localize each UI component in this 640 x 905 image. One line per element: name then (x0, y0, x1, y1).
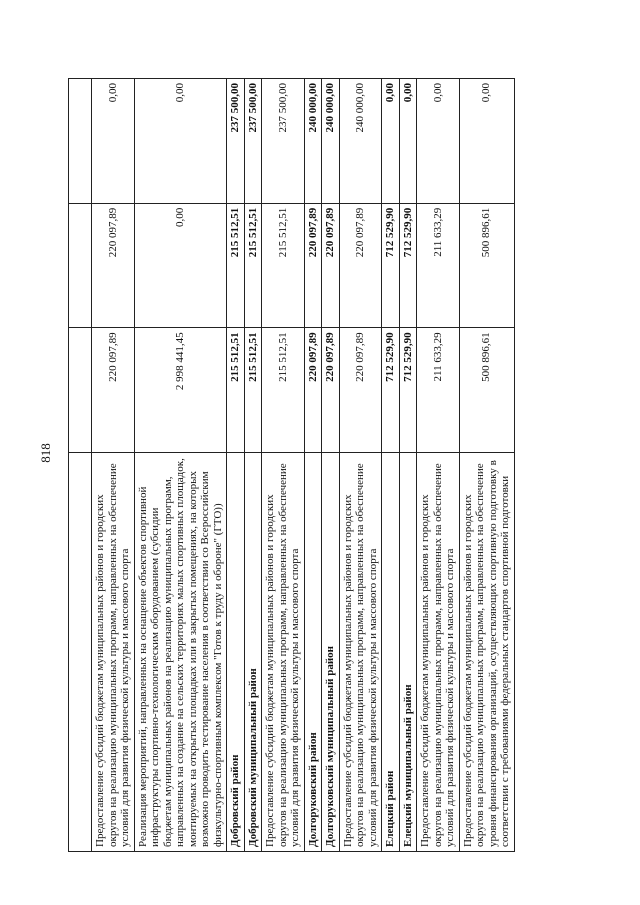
row-value-1: 215 512,51 (262, 328, 305, 453)
row-value-1: 215 512,51 (244, 328, 262, 453)
row-value-1: 712 529,90 (399, 328, 417, 453)
row-description: Предоставление субсидий бюджетам муниципальных районов и городских округов на реализацию муниципальных программ, направленных на обеспечение условий для развития физической культуры и массового спорта (262, 453, 305, 852)
row-value-3 (69, 79, 92, 204)
table-row (339, 79, 382, 852)
table-row (92, 79, 135, 852)
row-value-1: 220 097,89 (322, 328, 340, 453)
budget-table (68, 78, 515, 852)
row-value-3: 240 000,00 (339, 79, 382, 204)
row-value-2: 712 529,90 (382, 203, 400, 328)
row-value-1: 2 998 441,45 (134, 328, 227, 453)
row-value-1: 712 529,90 (382, 328, 400, 453)
table-row (69, 79, 92, 852)
table-row (459, 79, 514, 852)
row-value-3: 237 500,00 (244, 79, 262, 204)
row-value-3: 0,00 (459, 79, 514, 204)
row-value-2: 500 896,61 (459, 203, 514, 328)
row-value-2: 220 097,89 (304, 203, 322, 328)
table-row-district (399, 79, 417, 852)
row-value-3: 240 000,00 (304, 79, 322, 204)
row-value-2: 211 633,29 (417, 203, 460, 328)
row-value-3: 0,00 (399, 79, 417, 204)
row-description: Елецкий муниципальный район (399, 453, 417, 852)
row-value-1: 220 097,89 (304, 328, 322, 453)
row-value-3: 0,00 (382, 79, 400, 204)
table-row (417, 79, 460, 852)
row-description: Предоставление субсидий бюджетам муниципальных районов и городских округов на реализацию муниципальных программ, направленных на обеспечение условий для развития физической культуры и массового спорта (417, 453, 460, 852)
row-description: Долгоруковский район (304, 453, 322, 852)
row-value-2 (69, 203, 92, 328)
rotated-table-area (68, 78, 601, 852)
row-value-2: 215 512,51 (244, 203, 262, 328)
table-row-district (304, 79, 322, 852)
table-row (262, 79, 305, 852)
row-value-1: 220 097,89 (339, 328, 382, 453)
row-value-2: 215 512,51 (262, 203, 305, 328)
row-value-1: 500 896,61 (459, 328, 514, 453)
row-value-2: 215 512,51 (227, 203, 245, 328)
row-description: Долгоруковский муниципальный район (322, 453, 340, 852)
row-value-1: 215 512,51 (227, 328, 245, 453)
row-description: Елецкий район (382, 453, 400, 852)
table-rotator (68, 78, 601, 852)
row-value-1: 211 633,29 (417, 328, 460, 453)
page-number: 818 (38, 443, 53, 463)
row-value-2: 220 097,89 (339, 203, 382, 328)
row-value-2: 712 529,90 (399, 203, 417, 328)
table-row-district (322, 79, 340, 852)
row-description (69, 453, 92, 852)
table-row-district (244, 79, 262, 852)
row-value-3: 0,00 (134, 79, 227, 204)
table-row-district (382, 79, 400, 852)
row-value-2: 0,00 (134, 203, 227, 328)
row-description: Реализация мероприятий, направленных на оснащение объектов спортивной инфраструктуры спортивно-технологическим оборудованием (субсидии бюджетам муниципальных районов на реализацию муниципальных программ, направленных на создание на сельских территориях малых спортивных площадок, монтируемых на открытых площадках или в закрытых помещениях, на которых возможно проводить тестирование населения в соответствии со Всероссийским физкультурно-спортивным комплексом "Готов к труду и обороне" (ГТО)) (134, 453, 227, 852)
row-description: Предоставление субсидий бюджетам муниципальных районов и городских округов на реализацию муниципальных программ, направленных на обеспечение условий для развития физической культуры и массового спорта (92, 453, 135, 852)
row-description: Предоставление субсидий бюджетам муниципальных районов и городских округов на реализацию муниципальных программ, направленных на обеспечение условий для развития физической культуры и массового спорта (339, 453, 382, 852)
row-value-3: 240 000,00 (322, 79, 340, 204)
table-row (134, 79, 227, 852)
table-row-district (227, 79, 245, 852)
row-value-3: 237 500,00 (262, 79, 305, 204)
row-value-1: 220 097,89 (92, 328, 135, 453)
row-description: Добровский район (227, 453, 245, 852)
row-description: Предоставление субсидий бюджетам муниципальных районов и городских округов на реализацию муниципальных программ, направленных на обеспечение уровня финансирования организаций, осуществляющих спортивную подготовку в соответствии с требованиями федеральных стандартов спортивной подготовки (459, 453, 514, 852)
row-value-2: 220 097,89 (92, 203, 135, 328)
budget-table-body (69, 79, 515, 852)
row-value-1 (69, 328, 92, 453)
row-value-2: 220 097,89 (322, 203, 340, 328)
row-value-3: 0,00 (417, 79, 460, 204)
row-description: Добровский муниципальный район (244, 453, 262, 852)
row-value-3: 0,00 (92, 79, 135, 204)
row-value-3: 237 500,00 (227, 79, 245, 204)
